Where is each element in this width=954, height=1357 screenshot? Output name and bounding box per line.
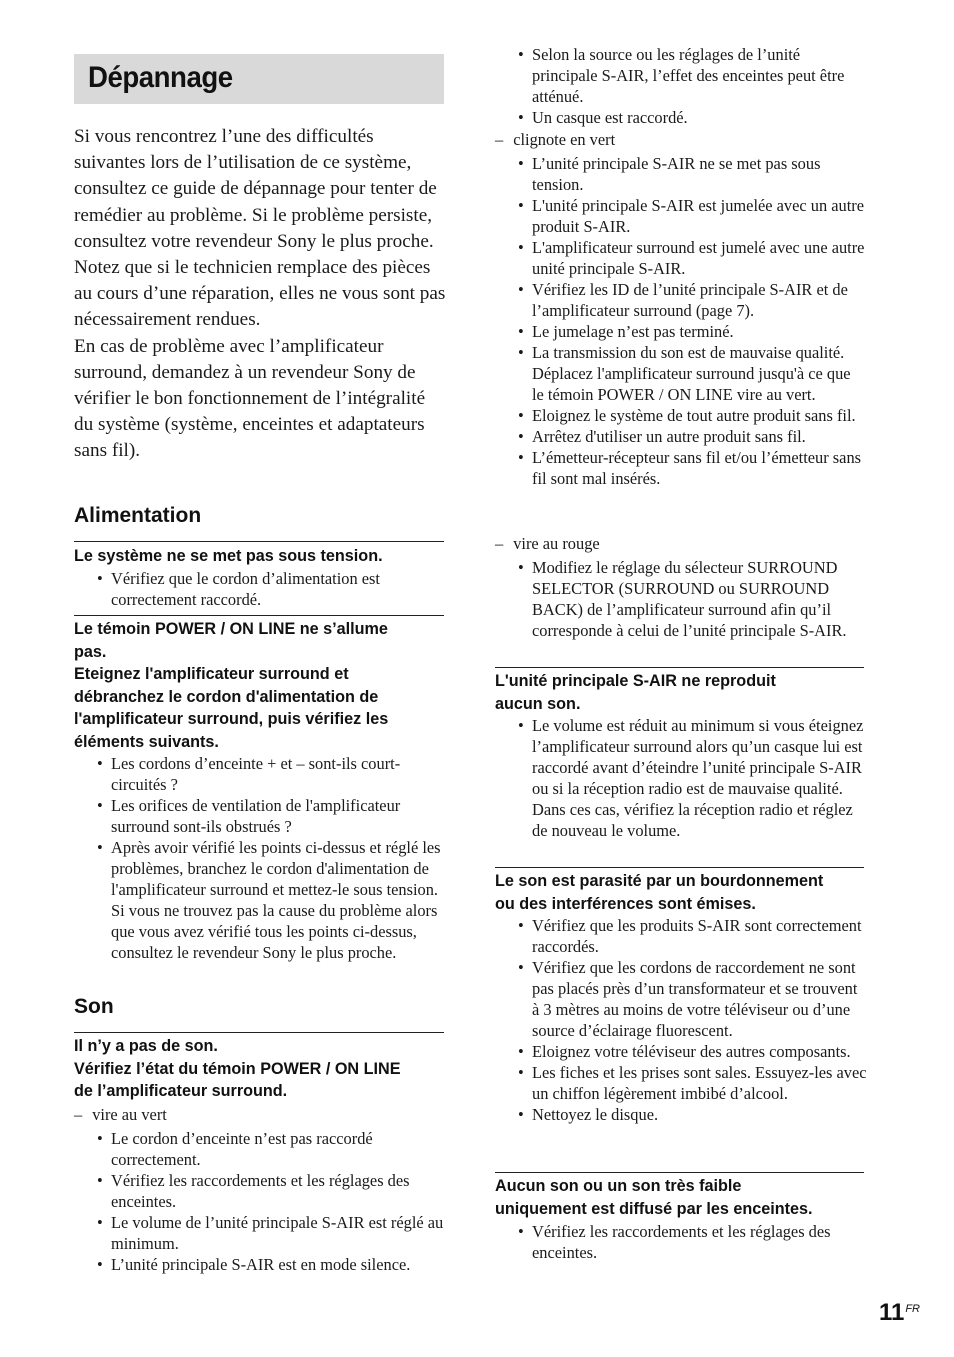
question-title	[495, 1175, 813, 1220]
bullet-list	[74, 753, 444, 963]
question-line: uniquement est diffusé par les enceintes.	[495, 1199, 813, 1218]
status-label-clignote: – clignote en vert	[495, 129, 615, 150]
status-label-vert: – vire au vert	[74, 1104, 167, 1125]
list-item: • Le volume est réduit au minimum si vous éteignez l’amplificateur surround alors qu’un casque lui est raccordé avant d’éteindre l’unité principale S-AIR ou si la réception radio est de mauvaise qualité. Dans ces cas, vérifiez la réception radio et réglez de nouveau le volume.	[495, 715, 867, 841]
list-item: • Arrêtez d'utiliser un autre produit sans fil.	[495, 426, 865, 447]
question-line: de l’amplificateur surround.	[74, 1082, 288, 1100]
list-item: • Un casque est raccordé.	[495, 107, 865, 128]
list-item: • Nettoyez le disque.	[495, 1104, 867, 1125]
list-item: • Les cordons d’enceinte + et – sont-ils court-circuités ?	[74, 753, 444, 795]
list-item: • Vérifiez que les produits S-AIR sont correctement raccordés.	[495, 915, 867, 957]
list-item: • Vérifiez les ID de l’unité principale S-AIR et de l’amplificateur surround (page 7).	[495, 279, 865, 321]
question-line: Le son est parasité par un bourdonnement	[495, 872, 824, 890]
divider	[74, 1032, 444, 1033]
section-heading-alimentation: Alimentation	[74, 504, 202, 527]
question-line: Aucun son ou un son très faible	[495, 1177, 742, 1195]
list-item: • La transmission du son est de mauvaise qualité. Déplacez l'amplificateur surround jusqu'à ce que le témoin POWER / ON LINE vire au vert.	[495, 342, 865, 405]
bullet-list	[74, 568, 444, 610]
question-title	[74, 618, 388, 753]
question-line: Il n’y a pas de son.	[74, 1037, 218, 1055]
list-item: • Vérifiez les raccordements et les réglages des enceintes.	[495, 1221, 867, 1263]
section-heading-son: Son	[74, 995, 114, 1018]
page-number-value: 11	[878, 1299, 905, 1326]
list-item: • Les orifices de ventilation de l'amplificateur surround sont-ils obstrués ?	[74, 795, 444, 837]
question-line: éléments suivants.	[74, 732, 219, 751]
intro-paragraph: Notez que si le technicien remplace des pièces au cours d’une réparation, elles ne vous sont pas nécessairement rendues.	[74, 257, 446, 331]
question-line: Le témoin POWER / ON LINE ne s’allume	[74, 620, 388, 638]
list-item: • Eloignez le système de tout autre produit sans fil.	[495, 405, 865, 426]
list-item: • Selon la source ou les réglages de l’unité principale S-AIR, l’effet des enceintes peut être atténué.	[495, 44, 865, 107]
question-line: pas.	[74, 642, 107, 661]
divider	[74, 541, 444, 542]
divider	[74, 615, 444, 616]
title-bar	[74, 54, 444, 104]
bullet-list	[74, 1128, 446, 1275]
question-title	[74, 1035, 401, 1103]
list-item: • L'amplificateur surround est jumelé avec une autre unité principale S-AIR.	[495, 237, 865, 279]
question-title	[495, 870, 823, 915]
list-item: • Le jumelage n’est pas terminé.	[495, 321, 865, 342]
intro-paragraph: En cas de problème avec l’amplificateur surround, demandez à un revendeur Sony de vérifier le bon fonctionnement de l’intégralité du système (système, enceintes et adaptateurs sans fil).	[74, 335, 426, 462]
question-line: ou des interférences sont émises.	[495, 894, 756, 913]
question-line: L'unité principale S-AIR ne reproduit	[495, 672, 776, 690]
question-line: débranchez le cordon d'alimentation de	[74, 687, 379, 706]
question-title	[495, 670, 776, 715]
list-item: • Eloignez votre téléviseur des autres composants.	[495, 1041, 867, 1062]
list-item: • Après avoir vérifié les points ci-dessus et réglé les problèmes, branchez le cordon d'alimentation de l'amplificateur surround et mettez-le sous tension. Si vous ne trouvez pas la cause du problème alors que vous avez vérifié tous les points ci-dessus, consultez le revendeur Sony le plus proche.	[74, 837, 444, 963]
list-item: • Vérifiez que le cordon d’alimentation est correctement raccordé.	[74, 568, 444, 610]
list-item: • L’unité principale S-AIR ne se met pas sous tension.	[495, 153, 865, 195]
page-language: FR	[905, 1303, 920, 1315]
intro	[74, 124, 446, 465]
bullet-list	[495, 715, 867, 841]
bullet-list	[495, 44, 865, 128]
list-item: • L'unité principale S-AIR est jumelée avec un autre produit S-AIR.	[495, 195, 865, 237]
question-title	[74, 545, 383, 568]
divider	[495, 1172, 864, 1173]
list-item: • Les fiches et les prises sont sales. Essuyez-les avec un chiffon légèrement imbibé d’alcool.	[495, 1062, 867, 1104]
list-item: • Modifiez le réglage du sélecteur SURROUND SELECTOR (SURROUND ou SURROUND BACK) de l’amplificateur surround afin qu’il corresponde à celui de l’unité principale S-AIR.	[495, 557, 865, 641]
intro-paragraph: Si vous rencontrez l’une des difficultés suivantes lors de l’utilisation de ce système, consultez ce guide de dépannage pour tenter de remédier au problème. Si le problème persiste, consultez votre revendeur Sony le plus proche.	[74, 126, 437, 252]
question-line: Vérifiez l’état du témoin POWER / ON LINE	[74, 1059, 401, 1078]
divider	[495, 667, 864, 668]
list-item: • L’unité principale S-AIR est en mode silence.	[74, 1254, 446, 1275]
bullet-list	[495, 915, 867, 1125]
bullet-list	[495, 153, 865, 489]
list-item: • L’émetteur-récepteur sans fil et/ou l’émetteur sans fil sont mal insérés.	[495, 447, 865, 489]
list-item: • Vérifiez les raccordements et les réglages des enceintes.	[74, 1170, 446, 1212]
question-line: aucun son.	[495, 694, 581, 713]
question-line: Le système ne se met pas sous tension.	[74, 547, 383, 565]
list-item: • Le cordon d’enceinte n’est pas raccordé correctement.	[74, 1128, 446, 1170]
list-item: • Vérifiez que les cordons de raccordement ne sont pas placés près d’un transformateur et se trouvent à 3 mètres au moins de votre téléviseur ou d’une source d’éclairage fluorescent.	[495, 957, 867, 1041]
question-line: Eteignez l'amplificateur surround et	[74, 665, 349, 683]
divider	[495, 867, 864, 868]
bullet-list	[495, 557, 865, 641]
page-number	[879, 1299, 920, 1327]
status-label-rouge: – vire au rouge	[495, 533, 600, 554]
list-item: • Le volume de l’unité principale S-AIR est réglé au minimum.	[74, 1212, 446, 1254]
question-line: l'amplificateur surround, puis vérifiez les	[74, 710, 389, 728]
page-title: Dépannage	[88, 61, 233, 94]
bullet-list	[495, 1221, 867, 1263]
